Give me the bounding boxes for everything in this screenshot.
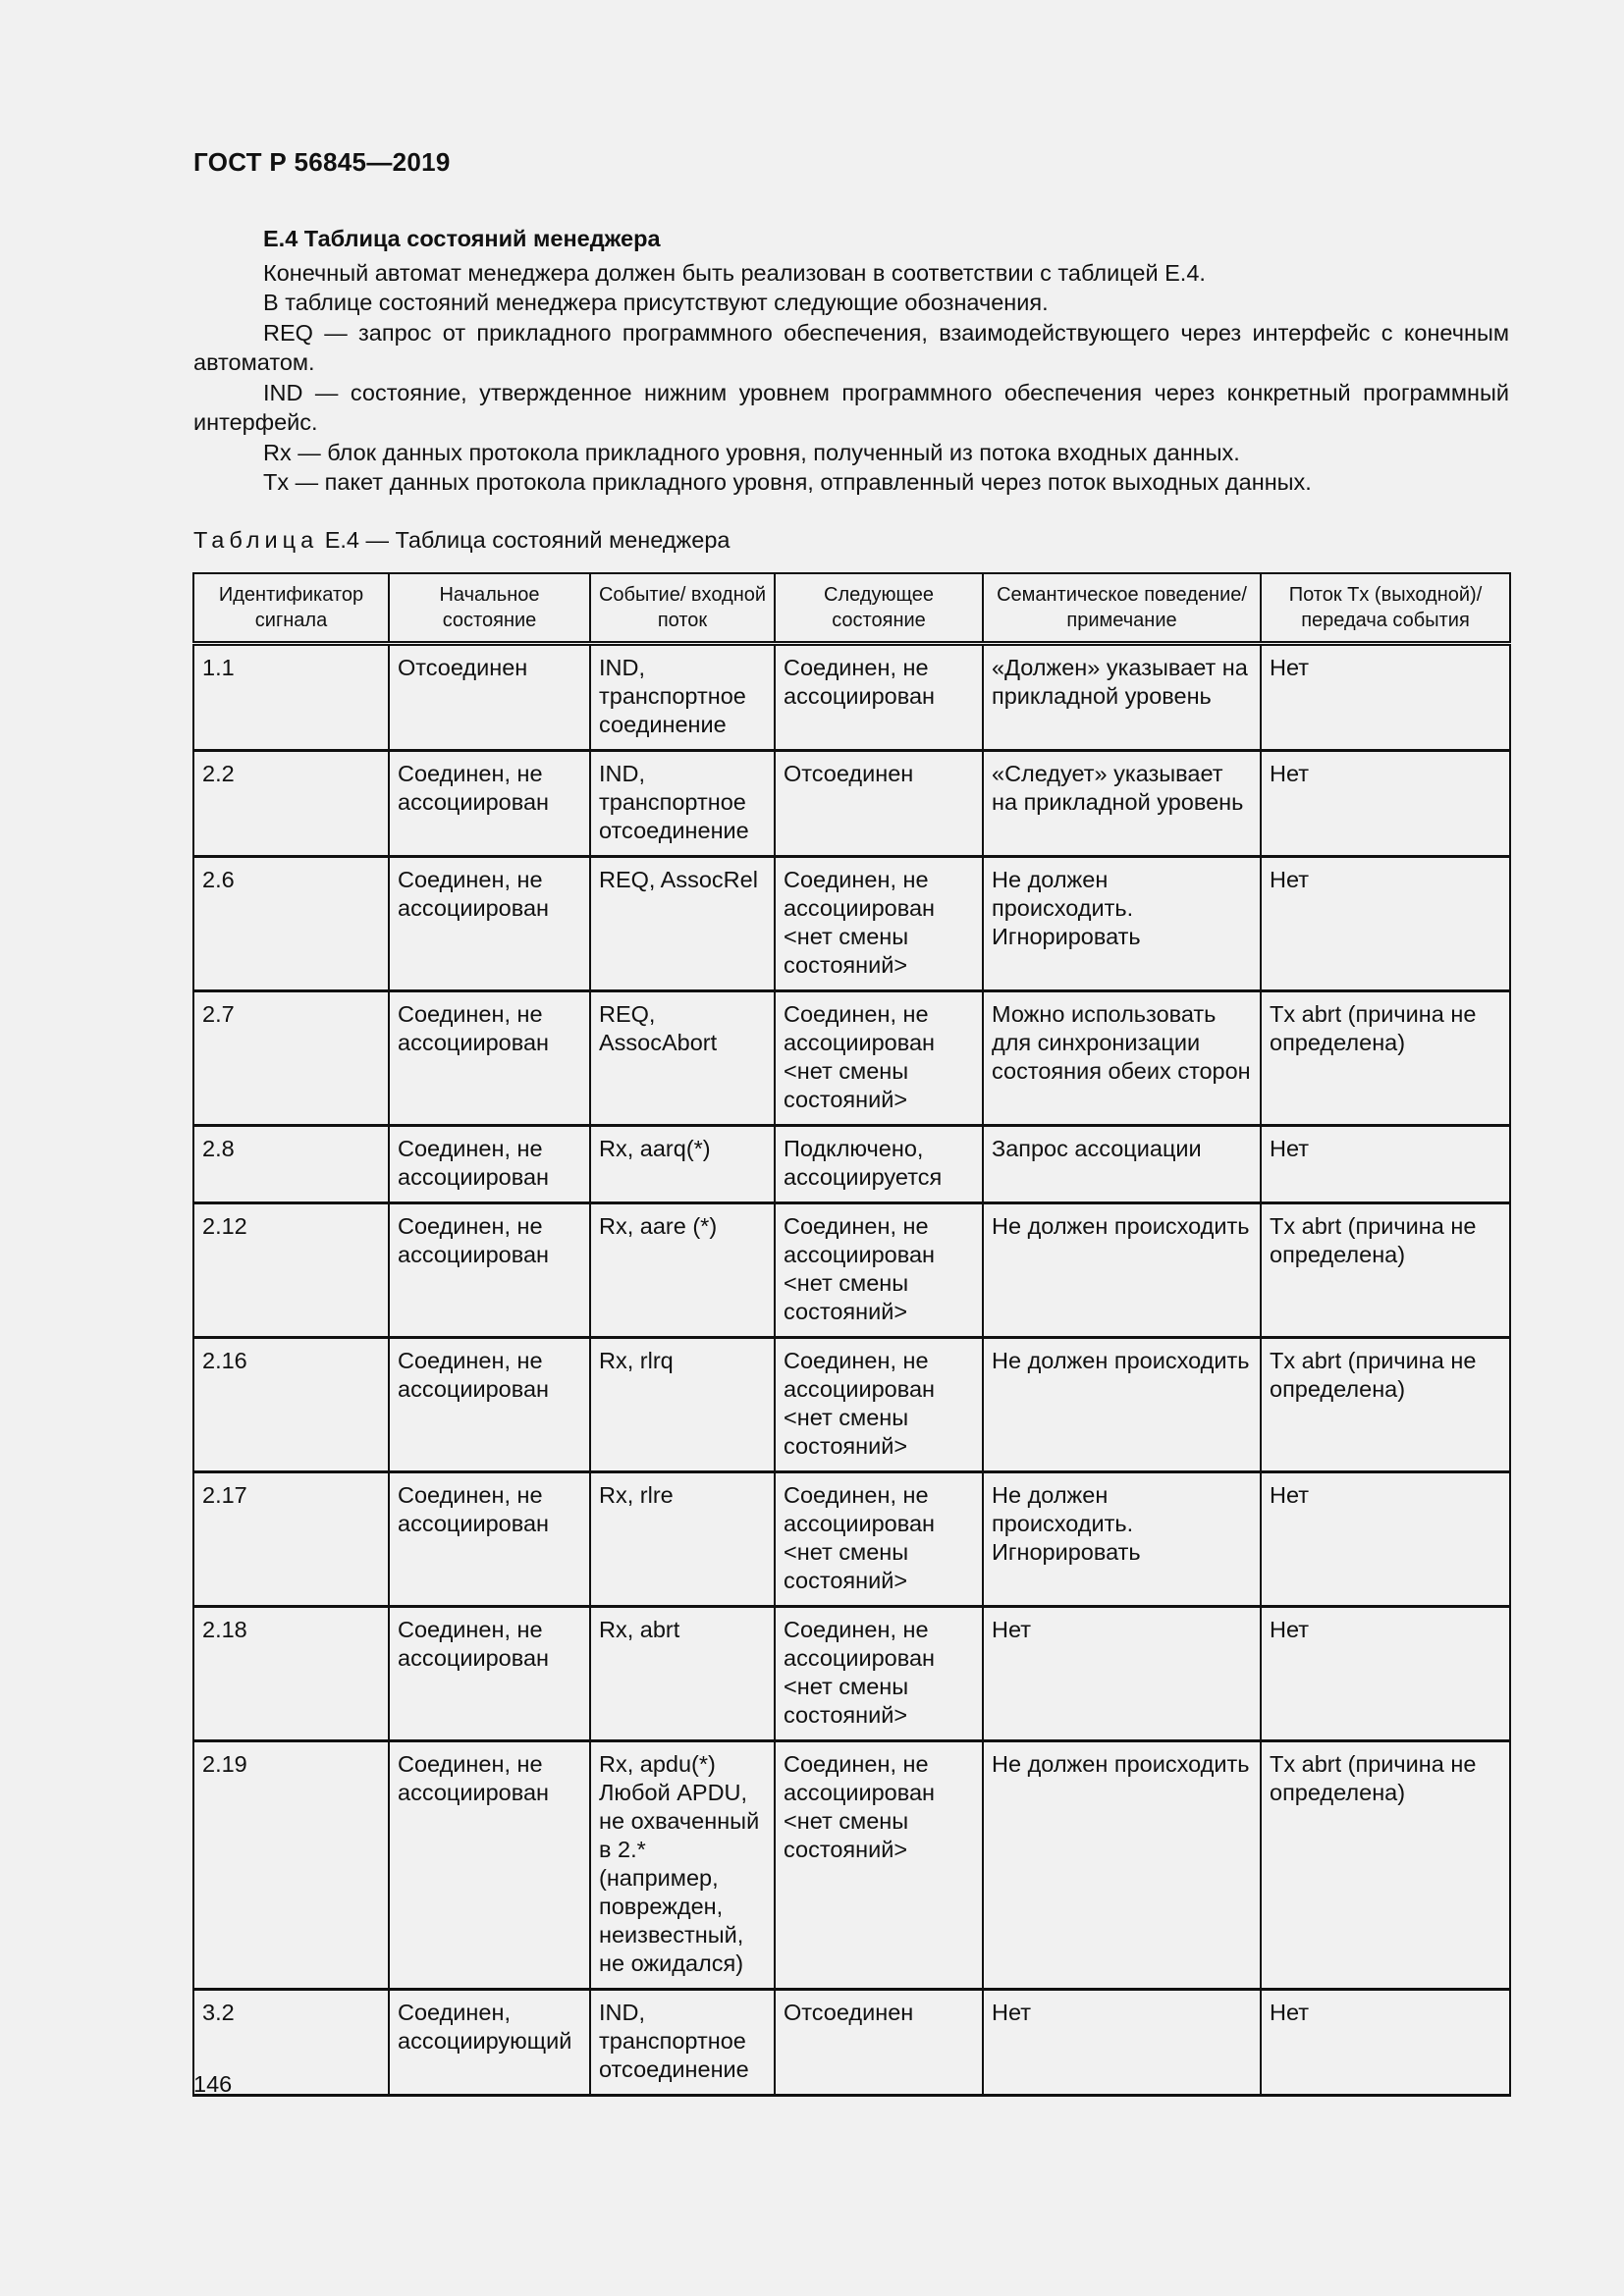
table-cell: Соединен, не ассоциирован <нет смены состояний>	[775, 1203, 983, 1338]
table-cell: REQ, AssocAbort	[590, 991, 775, 1126]
table-cell: 1.1	[193, 644, 389, 751]
table-cell: Можно использовать для синхронизации состояния обеих сторон	[983, 991, 1261, 1126]
table-cell: Соединен, не ассоциирован	[389, 857, 590, 991]
table-cell: IND, транспортное отсоединение	[590, 751, 775, 857]
table-cell: Rx, rlrq	[590, 1338, 775, 1472]
table-row	[193, 1741, 1510, 1990]
paragraph: Tx — пакет данных протокола прикладного уровня, отправленный через поток выходных данных.	[263, 469, 1312, 495]
table-caption-text: Е.4 — Таблица состояний менеджера	[324, 527, 731, 553]
table-cell: Отсоединен	[775, 751, 983, 857]
column-header: Идентификатор сигнала	[193, 573, 389, 644]
table-cell: Нет	[1261, 1472, 1510, 1607]
table-cell: 2.6	[193, 857, 389, 991]
table-row	[193, 1472, 1510, 1607]
table-cell: Соединен, не ассоциирован	[389, 1203, 590, 1338]
table-cell: Нет	[1261, 857, 1510, 991]
table-cell: Соединен, не ассоциирован <нет смены состояний>	[775, 857, 983, 991]
table-cell: Tx abrt (причина не определена)	[1261, 1741, 1510, 1990]
column-header: Следующее состояние	[775, 573, 983, 644]
table-cell: Tx abrt (причина не определена)	[1261, 1203, 1510, 1338]
table-cell: Tx abrt (причина не определена)	[1261, 991, 1510, 1126]
paragraph: IND — состояние, утвержденное нижним уровнем программного обеспечения через конкретный программный интерфейс.	[193, 379, 1509, 435]
table-cell: Соединен, не ассоциирован	[389, 1472, 590, 1607]
table-row	[193, 1203, 1510, 1338]
table-cell: Нет	[1261, 1607, 1510, 1741]
table-cell: Нет	[1261, 1126, 1510, 1203]
table-cell: Соединен, не ассоциирован <нет смены состояний>	[775, 991, 983, 1126]
column-header: Поток Tx (выходной)/ передача события	[1261, 573, 1510, 644]
table-cell: 2.18	[193, 1607, 389, 1741]
table-cell: «Следует» указывает на прикладной уровень	[983, 751, 1261, 857]
table-cell: Соединен, не ассоциирован <нет смены состояний>	[775, 1741, 983, 1990]
state-table	[192, 572, 1511, 2097]
table-cell: Соединен, не ассоциирован	[389, 751, 590, 857]
table-cell: Rx, aare (*)	[590, 1203, 775, 1338]
table-cell: Соединен, не ассоциирован	[389, 1607, 590, 1741]
column-header: Событие/ входной поток	[590, 573, 775, 644]
table-row	[193, 857, 1510, 991]
table-cell: Соединен, не ассоциирован	[389, 991, 590, 1126]
table-cell: Не должен происходить. Игнорировать	[983, 1472, 1261, 1607]
table-cell: Соединен, не ассоциирован	[775, 644, 983, 751]
section-body	[193, 224, 1509, 498]
table-cell: Соединен, не ассоциирован <нет смены состояний>	[775, 1607, 983, 1741]
table-cell: Отсоединен	[389, 644, 590, 751]
table-cell: Нет	[1261, 1990, 1510, 2096]
table-cell: REQ, AssocRel	[590, 857, 775, 991]
table-cell: Подключено, ассоциируется	[775, 1126, 983, 1203]
table-cell: IND, транспортное соединение	[590, 644, 775, 751]
table-header-row	[193, 573, 1510, 644]
table-cell: 3.2	[193, 1990, 389, 2096]
table-caption	[193, 527, 730, 554]
table-cell: Rx, abrt	[590, 1607, 775, 1741]
table-cell: Соединен, не ассоциирован <нет смены состояний>	[775, 1472, 983, 1607]
table-cell: «Должен» указывает на прикладной уровень	[983, 644, 1261, 751]
table-row	[193, 751, 1510, 857]
table-cell: 2.7	[193, 991, 389, 1126]
table-row	[193, 1607, 1510, 1741]
paragraph: Конечный автомат менеджера должен быть реализован в соответствии с таблицей Е.4.	[263, 259, 1206, 286]
table-cell: Не должен происходить	[983, 1338, 1261, 1472]
table-cell: Rx, aarq(*)	[590, 1126, 775, 1203]
table-cell: Соединен, не ассоциирован	[389, 1741, 590, 1990]
paragraph: REQ — запрос от прикладного программного обеспечения, взаимодействующего через интерфейс с конечным автоматом.	[193, 319, 1509, 375]
table-cell: Соединен, ассоциирующий	[389, 1990, 590, 2096]
table-cell: 2.12	[193, 1203, 389, 1338]
table-row	[193, 1338, 1510, 1472]
section-title: Е.4 Таблица состояний менеджера	[263, 226, 661, 251]
table-cell: Отсоединен	[775, 1990, 983, 2096]
table-caption-label: Таблица	[193, 527, 319, 553]
table-cell: Tx abrt (причина не определена)	[1261, 1338, 1510, 1472]
document-header: ГОСТ Р 56845—2019	[193, 147, 451, 177]
table-cell: IND, транспортное отсоединение	[590, 1990, 775, 2096]
table-cell: Нет	[983, 1607, 1261, 1741]
table-row	[193, 1126, 1510, 1203]
table-cell: Нет	[983, 1990, 1261, 2096]
table-cell: Нет	[1261, 644, 1510, 751]
page-number: 146	[193, 2071, 233, 2097]
state-table-container	[192, 572, 1509, 2097]
table-cell: Rx, rlre	[590, 1472, 775, 1607]
table-cell: 2.16	[193, 1338, 389, 1472]
table-cell: Не должен происходить	[983, 1741, 1261, 1990]
table-cell: Rx, apdu(*) Любой APDU, не охваченный в 2.* (например, поврежден, неизвестный, не ожидался)	[590, 1741, 775, 1990]
table-cell: Не должен происходить	[983, 1203, 1261, 1338]
column-header: Семантическое поведение/примечание	[983, 573, 1261, 644]
table-cell: Нет	[1261, 751, 1510, 857]
table-row	[193, 644, 1510, 751]
table-cell: Запрос ассоциации	[983, 1126, 1261, 1203]
column-header: Начальное состояние	[389, 573, 590, 644]
table-cell: 2.2	[193, 751, 389, 857]
table-cell: Соединен, не ассоциирован	[389, 1126, 590, 1203]
table-row	[193, 1990, 1510, 2096]
paragraph: Rx — блок данных протокола прикладного уровня, полученный из потока входных данных.	[263, 439, 1240, 465]
table-row	[193, 991, 1510, 1126]
table-cell: 2.19	[193, 1741, 389, 1990]
table-cell: Соединен, не ассоциирован	[389, 1338, 590, 1472]
table-cell: Соединен, не ассоциирован <нет смены состояний>	[775, 1338, 983, 1472]
table-cell: 2.8	[193, 1126, 389, 1203]
table-cell: 2.17	[193, 1472, 389, 1607]
paragraph: В таблице состояний менеджера присутствуют следующие обозначения.	[263, 290, 1049, 315]
table-cell: Не должен происходить. Игнорировать	[983, 857, 1261, 991]
